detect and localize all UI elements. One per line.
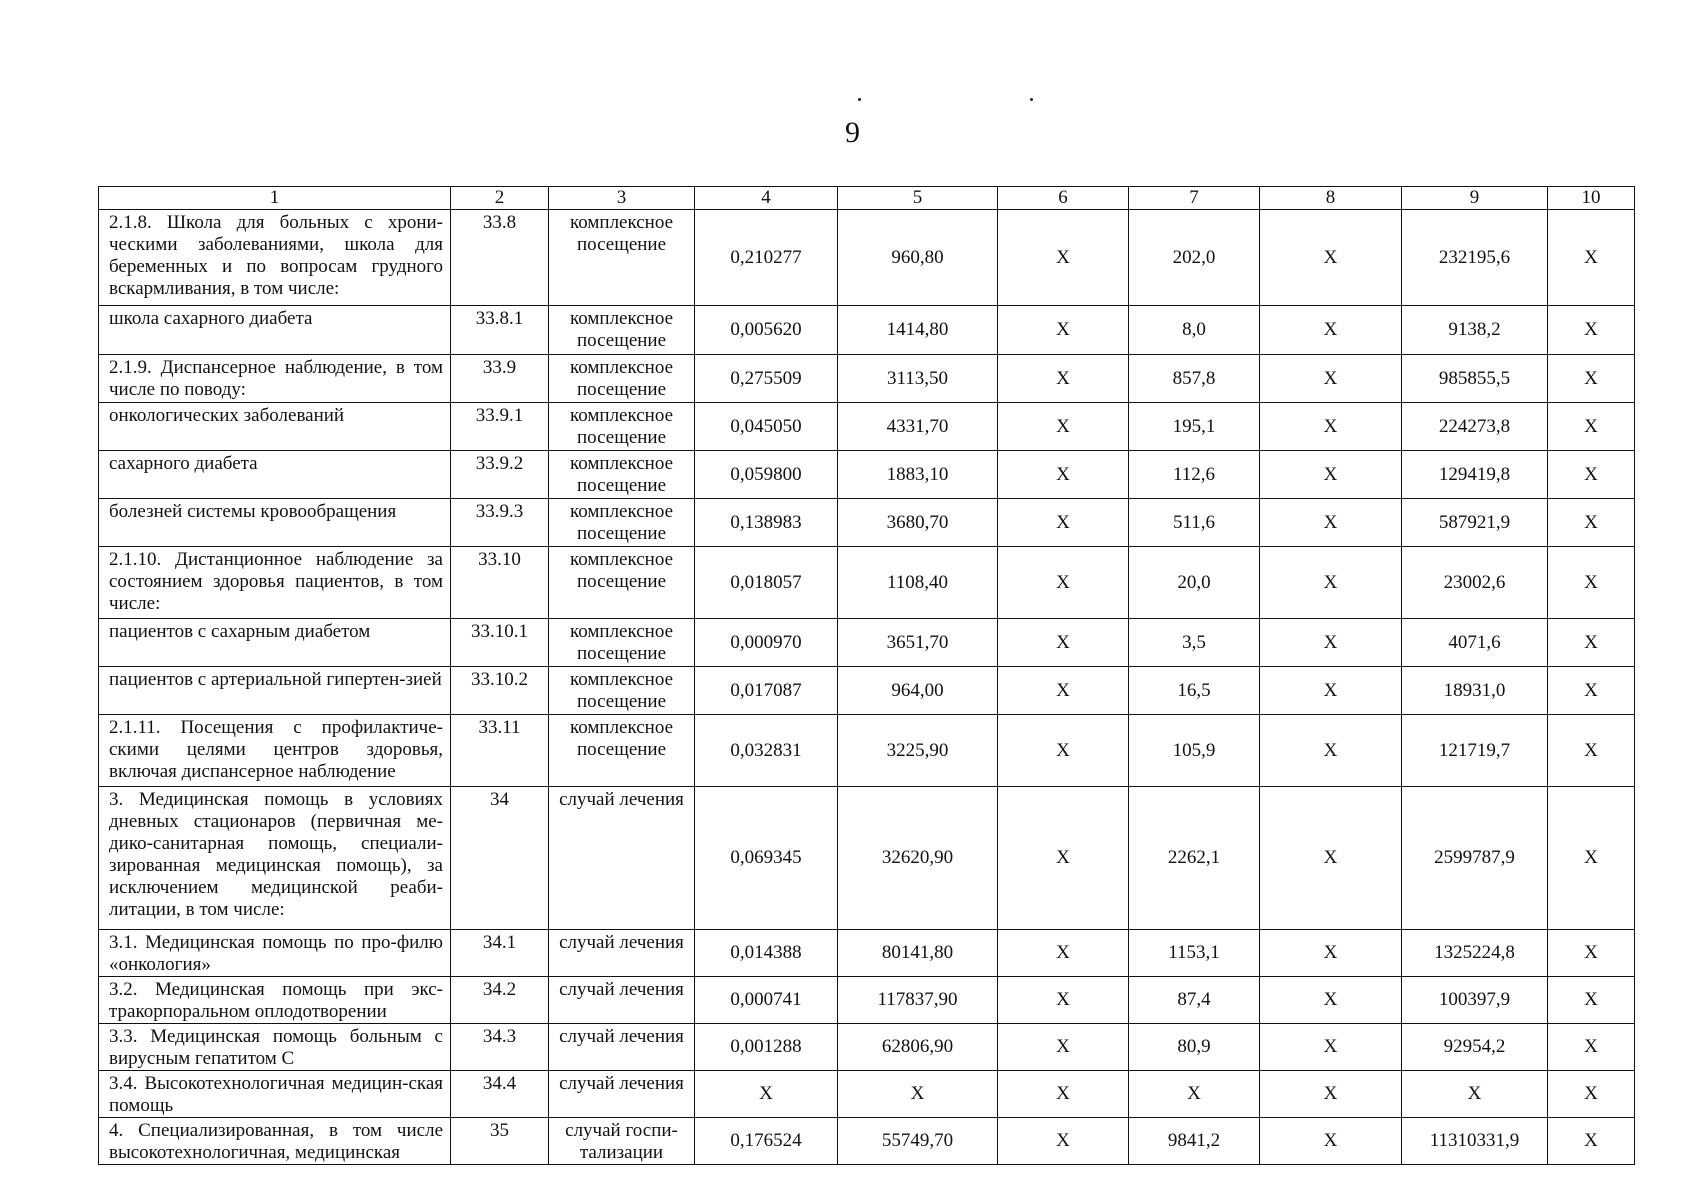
col4-cell: 0,005620 xyxy=(695,306,838,355)
scan-speck xyxy=(858,98,861,101)
row-code-cell: 33.9 xyxy=(451,355,549,403)
col5-cell: 3225,90 xyxy=(838,715,998,787)
col5-cell: 80141,80 xyxy=(838,930,998,977)
row-code-cell: 35 xyxy=(451,1118,549,1165)
col4-cell: 0,210277 xyxy=(695,210,838,306)
col7-cell: 16,5 xyxy=(1129,667,1260,715)
col8-cell: Х xyxy=(1260,930,1402,977)
row-unit-cell: случай лечения xyxy=(549,1071,695,1118)
col8-cell: Х xyxy=(1260,403,1402,451)
row-name-cell: 2.1.9. Диспансерное наблюдение, в том числе по поводу: xyxy=(99,355,451,403)
column-header: 4 xyxy=(695,187,838,210)
col10-cell: Х xyxy=(1548,306,1635,355)
row-name-cell: онкологических заболеваний xyxy=(99,403,451,451)
col6-cell: Х xyxy=(998,210,1129,306)
row-code-cell: 33.11 xyxy=(451,715,549,787)
col4-cell: 0,045050 xyxy=(695,403,838,451)
column-header: 6 xyxy=(998,187,1129,210)
col10-cell: Х xyxy=(1548,451,1635,499)
col9-cell: 129419,8 xyxy=(1402,451,1548,499)
row-unit-cell: случай лечения xyxy=(549,977,695,1024)
column-header: 5 xyxy=(838,187,998,210)
col8-cell: Х xyxy=(1260,1024,1402,1071)
row-code-cell: 34.4 xyxy=(451,1071,549,1118)
col8-cell: Х xyxy=(1260,499,1402,547)
col8-cell: Х xyxy=(1260,547,1402,619)
scan-speck xyxy=(1030,98,1033,101)
row-code-cell: 33.8 xyxy=(451,210,549,306)
column-header: 9 xyxy=(1402,187,1548,210)
table-row xyxy=(99,210,1635,306)
col9-cell: 18931,0 xyxy=(1402,667,1548,715)
col9-cell: 2599787,9 xyxy=(1402,787,1548,930)
table-row xyxy=(99,403,1635,451)
col6-cell: Х xyxy=(998,619,1129,667)
col10-cell: Х xyxy=(1548,619,1635,667)
column-header: 3 xyxy=(549,187,695,210)
col5-cell: 1883,10 xyxy=(838,451,998,499)
column-header: 2 xyxy=(451,187,549,210)
col4-cell: 0,138983 xyxy=(695,499,838,547)
col9-cell: 224273,8 xyxy=(1402,403,1548,451)
col4-cell: 0,001288 xyxy=(695,1024,838,1071)
table-row xyxy=(99,619,1635,667)
row-code-cell: 33.9.2 xyxy=(451,451,549,499)
col10-cell: Х xyxy=(1548,1071,1635,1118)
col8-cell: Х xyxy=(1260,1118,1402,1165)
col5-cell: 4331,70 xyxy=(838,403,998,451)
col8-cell: Х xyxy=(1260,355,1402,403)
row-name-cell: 4. Специализированная, в том числе высокотехнологичная, медицинская xyxy=(99,1118,451,1165)
row-unit-cell: комплексное посещение xyxy=(549,306,695,355)
page-number: 9 xyxy=(845,116,860,149)
col9-cell: 23002,6 xyxy=(1402,547,1548,619)
row-code-cell: 34 xyxy=(451,787,549,930)
col10-cell: Х xyxy=(1548,977,1635,1024)
col4-cell: 0,176524 xyxy=(695,1118,838,1165)
row-name-cell: 2.1.8. Школа для больных с хрони-ческими заболеваниями, школа для беременных и по вопросам грудного вскармливания, в том числе: xyxy=(99,210,451,306)
row-code-cell: 33.10.2 xyxy=(451,667,549,715)
col7-cell: Х xyxy=(1129,1071,1260,1118)
col4-cell: 0,032831 xyxy=(695,715,838,787)
row-unit-cell: комплексное посещение xyxy=(549,715,695,787)
col6-cell: Х xyxy=(998,787,1129,930)
row-unit-cell: случай лечения xyxy=(549,787,695,930)
col7-cell: 105,9 xyxy=(1129,715,1260,787)
col7-cell: 1153,1 xyxy=(1129,930,1260,977)
table-row xyxy=(99,977,1635,1024)
col8-cell: Х xyxy=(1260,715,1402,787)
row-name-cell: 3.1. Медицинская помощь по про-филю «онкология» xyxy=(99,930,451,977)
row-unit-cell: комплексное посещение xyxy=(549,547,695,619)
row-code-cell: 34.3 xyxy=(451,1024,549,1071)
col8-cell: Х xyxy=(1260,210,1402,306)
col5-cell: 1108,40 xyxy=(838,547,998,619)
col7-cell: 8,0 xyxy=(1129,306,1260,355)
col10-cell: Х xyxy=(1548,1118,1635,1165)
col9-cell: 92954,2 xyxy=(1402,1024,1548,1071)
table-row xyxy=(99,306,1635,355)
table-row xyxy=(99,1071,1635,1118)
col9-cell: 100397,9 xyxy=(1402,977,1548,1024)
col8-cell: Х xyxy=(1260,1071,1402,1118)
row-unit-cell: комплексное посещение xyxy=(549,451,695,499)
col5-cell: 3113,50 xyxy=(838,355,998,403)
row-code-cell: 33.10 xyxy=(451,547,549,619)
row-name-cell: пациентов с сахарным диабетом xyxy=(99,619,451,667)
row-code-cell: 34.2 xyxy=(451,977,549,1024)
col9-cell: 9138,2 xyxy=(1402,306,1548,355)
col7-cell: 2262,1 xyxy=(1129,787,1260,930)
row-unit-cell: комплексное посещение xyxy=(549,403,695,451)
col7-cell: 20,0 xyxy=(1129,547,1260,619)
col8-cell: Х xyxy=(1260,619,1402,667)
col5-cell: 960,80 xyxy=(838,210,998,306)
col4-cell: 0,014388 xyxy=(695,930,838,977)
col6-cell: Х xyxy=(998,667,1129,715)
col10-cell: Х xyxy=(1548,715,1635,787)
row-unit-cell: случай госпи-тализации xyxy=(549,1118,695,1165)
column-header: 7 xyxy=(1129,187,1260,210)
col9-cell: 121719,7 xyxy=(1402,715,1548,787)
table-row xyxy=(99,930,1635,977)
col8-cell: Х xyxy=(1260,451,1402,499)
row-name-cell: пациентов с артериальной гипертен-зией xyxy=(99,667,451,715)
data-table xyxy=(98,186,1635,1165)
column-header: 8 xyxy=(1260,187,1402,210)
row-code-cell: 33.10.1 xyxy=(451,619,549,667)
col10-cell: Х xyxy=(1548,499,1635,547)
col6-cell: Х xyxy=(998,1071,1129,1118)
col9-cell: 232195,6 xyxy=(1402,210,1548,306)
column-header: 1 xyxy=(99,187,451,210)
col6-cell: Х xyxy=(998,930,1129,977)
col10-cell: Х xyxy=(1548,787,1635,930)
col7-cell: 112,6 xyxy=(1129,451,1260,499)
col4-cell: Х xyxy=(695,1071,838,1118)
col7-cell: 80,9 xyxy=(1129,1024,1260,1071)
table-row xyxy=(99,667,1635,715)
col4-cell: 0,069345 xyxy=(695,787,838,930)
col9-cell: 4071,6 xyxy=(1402,619,1548,667)
row-name-cell: 3.2. Медицинская помощь при экс-тракорпоральном оплодотворении xyxy=(99,977,451,1024)
col8-cell: Х xyxy=(1260,977,1402,1024)
col9-cell: Х xyxy=(1402,1071,1548,1118)
col4-cell: 0,018057 xyxy=(695,547,838,619)
row-unit-cell: комплексное посещение xyxy=(549,667,695,715)
col9-cell: 1325224,8 xyxy=(1402,930,1548,977)
table-row xyxy=(99,1024,1635,1071)
row-name-cell: 3.3. Медицинская помощь больным с вирусным гепатитом С xyxy=(99,1024,451,1071)
col4-cell: 0,017087 xyxy=(695,667,838,715)
col6-cell: Х xyxy=(998,715,1129,787)
col6-cell: Х xyxy=(998,547,1129,619)
row-unit-cell: комплексное посещение xyxy=(549,499,695,547)
col5-cell: 1414,80 xyxy=(838,306,998,355)
row-name-cell: 2.1.10. Дистанционное наблюдение за состоянием здоровья пациентов, в том числе: xyxy=(99,547,451,619)
col7-cell: 9841,2 xyxy=(1129,1118,1260,1165)
table-row xyxy=(99,499,1635,547)
row-unit-cell: случай лечения xyxy=(549,930,695,977)
row-code-cell: 33.9.1 xyxy=(451,403,549,451)
col8-cell: Х xyxy=(1260,787,1402,930)
col7-cell: 195,1 xyxy=(1129,403,1260,451)
col4-cell: 0,275509 xyxy=(695,355,838,403)
col6-cell: Х xyxy=(998,499,1129,547)
row-code-cell: 33.9.3 xyxy=(451,499,549,547)
col4-cell: 0,000970 xyxy=(695,619,838,667)
col10-cell: Х xyxy=(1548,355,1635,403)
row-name-cell: школа сахарного диабета xyxy=(99,306,451,355)
col5-cell: 3651,70 xyxy=(838,619,998,667)
col10-cell: Х xyxy=(1548,547,1635,619)
col5-cell: Х xyxy=(838,1071,998,1118)
col5-cell: 62806,90 xyxy=(838,1024,998,1071)
col6-cell: Х xyxy=(998,1118,1129,1165)
col10-cell: Х xyxy=(1548,930,1635,977)
col6-cell: Х xyxy=(998,1024,1129,1071)
col5-cell: 964,00 xyxy=(838,667,998,715)
col6-cell: Х xyxy=(998,403,1129,451)
col7-cell: 202,0 xyxy=(1129,210,1260,306)
row-unit-cell: комплексное посещение xyxy=(549,355,695,403)
col7-cell: 857,8 xyxy=(1129,355,1260,403)
column-header: 10 xyxy=(1548,187,1635,210)
col4-cell: 0,059800 xyxy=(695,451,838,499)
table-body xyxy=(99,187,1635,1165)
table-row xyxy=(99,1118,1635,1165)
row-unit-cell: комплексное посещение xyxy=(549,619,695,667)
col5-cell: 3680,70 xyxy=(838,499,998,547)
col10-cell: Х xyxy=(1548,1024,1635,1071)
row-name-cell: 2.1.11. Посещения с профилактиче-скими целями центров здоровья, включая диспансерное наблюдение xyxy=(99,715,451,787)
col4-cell: 0,000741 xyxy=(695,977,838,1024)
header-row xyxy=(99,187,1635,210)
col7-cell: 3,5 xyxy=(1129,619,1260,667)
row-unit-cell: комплексное посещение xyxy=(549,210,695,306)
table-row xyxy=(99,787,1635,930)
col10-cell: Х xyxy=(1548,403,1635,451)
col5-cell: 55749,70 xyxy=(838,1118,998,1165)
table-row xyxy=(99,355,1635,403)
col10-cell: Х xyxy=(1548,667,1635,715)
row-code-cell: 33.8.1 xyxy=(451,306,549,355)
col7-cell: 87,4 xyxy=(1129,977,1260,1024)
col6-cell: Х xyxy=(998,977,1129,1024)
row-name-cell: болезней системы кровообращения xyxy=(99,499,451,547)
col10-cell: Х xyxy=(1548,210,1635,306)
table-row xyxy=(99,451,1635,499)
col5-cell: 32620,90 xyxy=(838,787,998,930)
col5-cell: 117837,90 xyxy=(838,977,998,1024)
row-name-cell: 3.4. Высокотехнологичная медицин-ская помощь xyxy=(99,1071,451,1118)
col6-cell: Х xyxy=(998,451,1129,499)
col8-cell: Х xyxy=(1260,306,1402,355)
row-unit-cell: случай лечения xyxy=(549,1024,695,1071)
col9-cell: 587921,9 xyxy=(1402,499,1548,547)
row-name-cell: сахарного диабета xyxy=(99,451,451,499)
col9-cell: 11310331,9 xyxy=(1402,1118,1548,1165)
col6-cell: Х xyxy=(998,355,1129,403)
col9-cell: 985855,5 xyxy=(1402,355,1548,403)
table-row xyxy=(99,547,1635,619)
row-code-cell: 34.1 xyxy=(451,930,549,977)
col7-cell: 511,6 xyxy=(1129,499,1260,547)
table-row xyxy=(99,715,1635,787)
row-name-cell: 3. Медицинская помощь в условиях дневных стационаров (первичная ме-дико-санитарная помощь, специали-зированная медицинская помощь), за исключением медицинской реаби-литации, в том числе: xyxy=(99,787,451,930)
col6-cell: Х xyxy=(998,306,1129,355)
col8-cell: Х xyxy=(1260,667,1402,715)
